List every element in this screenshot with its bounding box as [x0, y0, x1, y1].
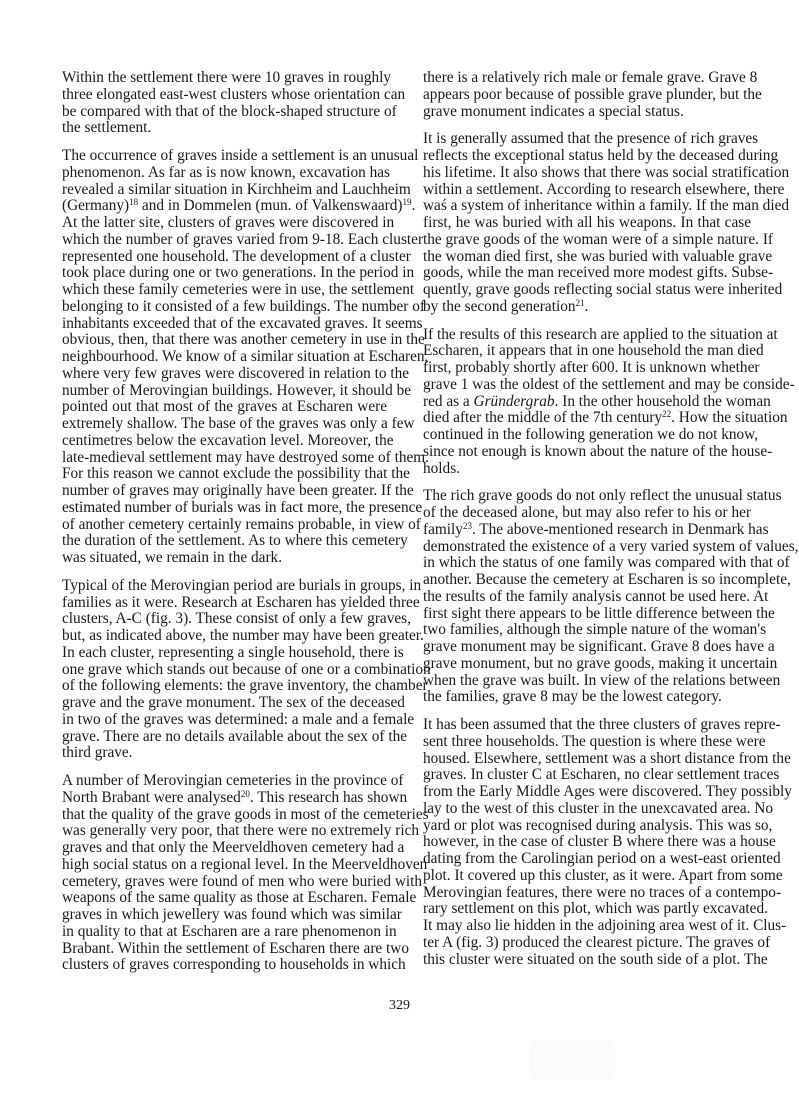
- text-line: within a settlement. According to research elsewhere, there: [423, 180, 785, 198]
- text-line: graves. In cluster C at Escharen, no clear settlement traces: [423, 766, 780, 784]
- scan-artifact: [530, 1040, 615, 1080]
- text-line: the families, grave 8 may be the lowest category.: [423, 688, 722, 706]
- text-line: housed. Elsewhere, settlement was a short distance from the: [423, 749, 791, 767]
- text-line: cemetery, graves were found of men who were buried with: [62, 872, 423, 890]
- text-line: in quality to that at Escharen are a rare phenomenon in: [62, 922, 397, 940]
- text-line: inhabitants exceeded that of the excavated graves. It seems: [62, 314, 423, 332]
- text-line: however, in the case of cluster B where there was a house: [423, 833, 776, 851]
- text-line: first, he was buried with all his weapons. In that case: [423, 214, 751, 231]
- text-line: goods, while the man received more modest gifts. Subse-: [423, 264, 774, 282]
- text-line: reflects the exceptional status held by the deceased during: [423, 147, 779, 164]
- text-line: the settlement.: [62, 119, 152, 137]
- text-line: when the grave was built. In view of the relations between: [423, 671, 781, 689]
- paragraph: [62, 147, 429, 567]
- text-line: of the following elements: the grave inventory, the chamber: [62, 677, 428, 695]
- text-line: high social status on a regional level. In the Meerveldhoven: [62, 855, 428, 873]
- text-line: The rich grave goods do not only reflect the unusual status: [423, 487, 782, 505]
- paragraph: [62, 69, 406, 137]
- text-line: represented one household. The development of a cluster: [62, 247, 411, 265]
- footnote-reference: 21: [575, 297, 585, 308]
- footnote-reference: 19: [402, 197, 412, 208]
- text-line: continued in the following generation we do not know,: [423, 426, 759, 443]
- text-line: grave and the grave monument. The sex of the deceased: [62, 694, 405, 711]
- italic-term: Gründergrab: [473, 392, 555, 410]
- text-line: Escharen, it appears that in one household the man died: [423, 342, 764, 360]
- page-number: 329: [389, 998, 410, 1013]
- text-line: first sight there appears to be little difference between the: [423, 604, 775, 622]
- text-line: For this reason we cannot exclude the possibility that the: [62, 465, 410, 483]
- paragraph: [62, 772, 429, 974]
- text-line: graves and that only the Meerveldhoven cemetery had a: [62, 839, 405, 856]
- text-line: three elongated east-west clusters whose orientation can: [62, 85, 406, 103]
- text-line: the results of the family analysis cannot be used here. At: [423, 587, 769, 605]
- text-line: neighbourhood. We know of a similar situation at Escharen,: [62, 348, 429, 365]
- text-line: grave monument, but no grave goods, making it uncertain: [423, 654, 778, 672]
- text-line: in two of the graves was determined: a male and a female: [62, 710, 415, 728]
- paragraph: [423, 325, 795, 478]
- text-line: revealed a similar situation in Kirchheim and Lauchheim: [62, 180, 411, 198]
- text-line: It may also lie hidden in the adjoining area west of it. Clus-: [423, 917, 787, 934]
- text-line: grave monument indicates a special status.: [423, 102, 684, 120]
- text-line: clusters, A-C (fig. 3). These consist of only a few graves,: [62, 610, 411, 628]
- text-line: Brabant. Within the settlement of Escharen there are two: [62, 939, 409, 957]
- paragraph: [62, 576, 431, 762]
- text-line: yard or plot was recognised during analysis. This was so,: [423, 816, 773, 834]
- text-line: A number of Merovingian cemeteries in the province of: [62, 772, 404, 789]
- text-line: first, probably shortly after 600. It is unknown whether: [423, 359, 760, 376]
- text-line: quently, grave goods reflecting social status were inherited: [423, 281, 783, 298]
- text-line: took place during one or two generations. In the period in: [62, 264, 415, 282]
- text-line: Typical of the Merovingian period are burials in groups, in: [62, 576, 422, 594]
- text-line: appears poor because of possible grave plunder, but the: [423, 85, 762, 103]
- text-line: The occurrence of graves inside a settlement is an unusual: [62, 147, 419, 164]
- text-line: grave monument may be significant. Grave 8 does have a: [423, 638, 775, 655]
- footnote-reference: 20: [240, 788, 250, 799]
- text-line: pointed out that most of the graves at Escharen were: [62, 398, 387, 416]
- text-line: phenomenon. As far as is now known, excavation has: [62, 163, 390, 181]
- text-line: was situated, we remain in the dark.: [62, 549, 283, 566]
- text-line: weapons of the same quality as those at Escharen. Female: [62, 889, 417, 907]
- text-line: estimated number of burials was in fact more, the presence: [62, 498, 423, 516]
- text-line: obvious, then, that there was another cemetery in use in the: [62, 331, 425, 349]
- text-line: late-medieval settlement may have destroyed some of them.: [62, 448, 429, 466]
- paragraph: [423, 716, 792, 968]
- text-line: since not enough is known about the nature of the house-: [423, 442, 773, 460]
- text-line: in which the status of one family was compared with that of: [423, 554, 790, 572]
- text-line: by the second generation$^{21}$.: [423, 297, 589, 315]
- text-line: two families, although the simple nature of the woman's: [423, 621, 767, 639]
- text-line: that the quality of the grave goods in most of the cemeteries: [62, 805, 429, 823]
- text-line: holds.: [423, 459, 460, 477]
- text-line: grave 1 was the oldest of the settlement and may be conside-: [423, 375, 795, 393]
- text-line: families as it were. Research at Escharen has yielded three: [62, 593, 420, 611]
- text-line: from the Early Middle Ages were discovered. They possibly: [423, 783, 792, 800]
- text-line: another. Because the cemetery at Escharen is so incomplete,: [423, 571, 791, 588]
- text-line: of another cemetery certainly remains probable, in view of: [62, 515, 421, 533]
- paragraph: [423, 487, 799, 706]
- text-line: but, as indicated above, the number may have been greater.: [62, 627, 424, 644]
- text-line: rary settlement on this plot, which was partly excavated.: [423, 900, 768, 918]
- text-line: third grave.: [62, 744, 133, 762]
- footnote-reference: 22: [662, 409, 672, 420]
- text-line: demonstrated the existence of a very varied system of values,: [423, 537, 799, 555]
- text-line: centimetres below the excavation level. Moreover, the: [62, 431, 394, 449]
- footnote-reference: 23: [462, 520, 472, 531]
- text-line: At the latter site, clusters of graves were discovered in: [62, 214, 395, 231]
- text-line: ter A (fig. 3) produced the clearest picture. The graves of: [423, 933, 771, 951]
- text-line: belonging to it consisted of a few buildings. The number of: [62, 297, 425, 315]
- text-line: the duration of the settlement. As to where this cemetery: [62, 532, 408, 550]
- text-line: this cluster were situated on the south side of a plot. The: [423, 950, 768, 968]
- text-line: graves in which jewellery was found which was similar: [62, 906, 402, 923]
- text-line: one grave which stands out because of one or a combination: [62, 660, 431, 678]
- text-line: If the results of this research are applied to the situation at: [423, 325, 778, 343]
- text-line: the grave goods of the woman were of a simple nature. If: [423, 230, 774, 248]
- text-line: number of Merovingian buildings. However, it should be: [62, 381, 412, 399]
- left-column: [62, 69, 431, 985]
- paragraph: [423, 69, 762, 120]
- text-line: grave. There are no details available about the sex of the: [62, 727, 408, 745]
- text-line: Within the settlement there were 10 graves in roughly: [62, 69, 392, 86]
- text-line: clusters of graves corresponding to households in which: [62, 956, 406, 974]
- text-line: his lifetime. It also shows that there was social stratification: [423, 163, 790, 181]
- text-line: It is generally assumed that the presence of rich graves: [423, 130, 759, 148]
- text-line: dating from the Carolingian period on a west-east oriented: [423, 850, 781, 867]
- text-line: family$^{23}$. The above-mentioned research in Denmark has: [423, 520, 769, 538]
- text-line: (Germany)$^{18}$ and in Dommelen (mun. of Valkenswaard)$^{19}$.: [62, 197, 416, 215]
- text-line: of the deceased alone, but may also refer to his or her: [423, 504, 751, 521]
- paragraph: [423, 130, 790, 315]
- text-line: It has been assumed that the three clusters of graves repre-: [423, 716, 781, 733]
- footnote-reference: 18: [129, 197, 139, 208]
- text-line: which the number of graves varied from 9-18. Each cluster: [62, 230, 424, 248]
- text-line: be compared with that of the block-shaped structure of: [62, 102, 397, 120]
- text-line: lay to the west of this cluster in the unexcavated area. No: [423, 799, 774, 817]
- text-line: died after the middle of the 7th century$^{22}$. How the situation: [423, 409, 788, 427]
- text-line: extremely shallow. The base of the graves was only a few: [62, 415, 415, 432]
- text-line: there is a relatively rich male or female grave. Grave 8: [423, 69, 758, 86]
- text-line: Merovingian features, there were no traces of a contempo-: [423, 883, 782, 901]
- text-line: plot. It covered up this cluster, as it were. Apart from some: [423, 866, 783, 884]
- text-line: was generally very poor, that there were no extremely rich: [62, 822, 420, 840]
- text-line: North Brabant were analysed$^{20}$. This research has shown: [62, 788, 408, 806]
- text-line: which these family cemeteries were in use, the settlement: [62, 281, 415, 298]
- text-line: red as a Gründergrab. In the other household the woman: [423, 392, 771, 410]
- text-line: the woman died first, she was buried with valuable grave: [423, 247, 773, 265]
- text-line: where very few graves were discovered in relation to the: [62, 364, 410, 382]
- text-line: number of graves may originally have been greater. If the: [62, 482, 414, 499]
- text-line: waś a system of inheritance within a family. If the man died: [423, 197, 790, 215]
- right-column: [423, 69, 799, 979]
- text-line: In each cluster, representing a single household, there is: [62, 643, 404, 661]
- text-line: sent three households. The question is where these were: [423, 732, 766, 750]
